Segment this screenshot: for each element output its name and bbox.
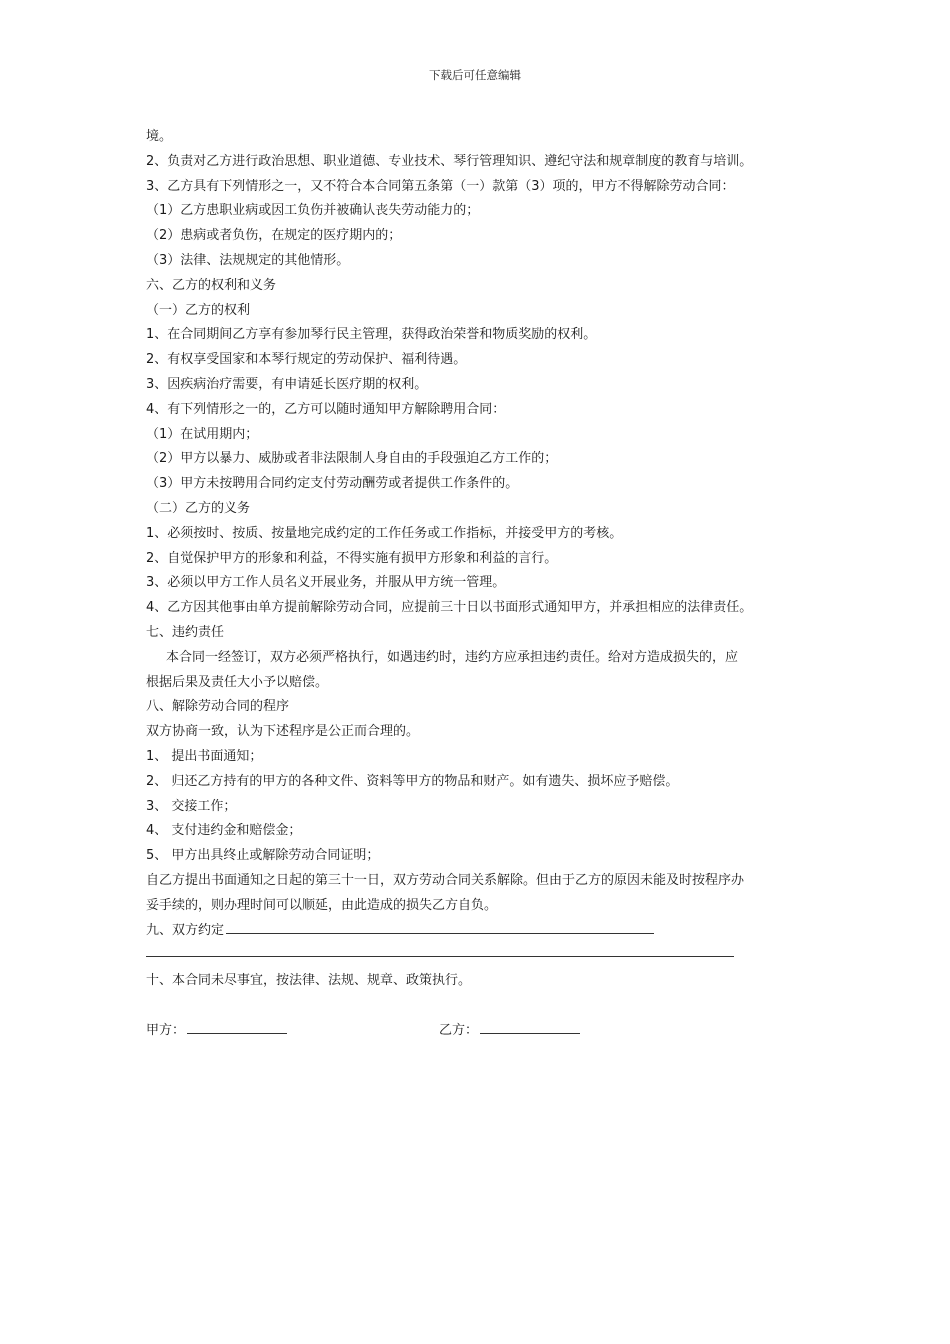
text-line: （2）甲方以暴力、威胁或者非法限制人身自由的手段强迫乙方工作的； [146,451,558,467]
party-a-label: 甲方： [146,1022,186,1038]
section-heading: 八、解除劳动合同的程序 [146,699,290,715]
text-line: （1）在试用期内； [146,426,259,442]
party-b-label: 乙方： [439,1022,479,1038]
subsection-heading: （二）乙方的义务 [146,500,251,516]
text-line: 妥手续的，则办理时间可以顺延，由此造成的损失乙方自负。 [146,897,498,913]
section-heading: 七、违约责任 [146,624,225,640]
section-heading: 十、本合同未尽事宜，按法律、法规、规章、政策执行。 [146,973,472,989]
text-line: （2）患病或者负伤，在规定的医疗期内的； [146,228,402,244]
text-line: 3、因疾病治疗需要，有申请延长医疗期的权利。 [146,376,428,392]
agreement-blank-line[interactable] [226,921,654,934]
text-line: 3、乙方具有下列情形之一，又不符合本合同第五条第（一）款第（3）项的，甲方不得解除劳动合同： [146,178,735,194]
text-line: 2、自觉保护甲方的形象和利益，不得实施有损甲方形象和利益的言行。 [146,550,558,566]
party-a-signature [146,1019,287,1044]
signature-row [146,1019,816,1044]
text-line: 2、有权享受国家和本琴行规定的劳动保护、福利待遇。 [146,352,467,368]
text-line: 5、 甲方出具终止或解除劳动合同证明； [146,848,380,864]
text-line: （3）甲方未按聘用合同约定支付劳动酬劳或者提供工作条件的。 [146,476,519,492]
text-line: 自乙方提出书面通知之日起的第三十一日，双方劳动合同关系解除。但由于乙方的原因未能及时按程序办 [146,872,745,888]
text-line: 4、乙方因其他事由单方提前解除劳动合同，应提前三十日以书面形式通知甲方，并承担相应的法律责任。 [146,600,753,616]
text-line: （1）乙方患职业病或因工负伤并被确认丧失劳动能力的； [146,203,480,219]
penalty-paragraph-line: 根据后果及责任大小予以赔偿。 [146,674,329,690]
text-line: 2、负责对乙方进行政治思想、职业道德、专业技术、琴行管理知识、遵纪守法和规章制度的教育与培训。 [146,153,753,169]
text-line: 4、有下列情形之一的，乙方可以随时通知甲方解除聘用合同： [146,401,506,417]
contract-body [146,125,816,1043]
party-b-signature-line[interactable] [480,1021,580,1034]
text-line: 1、 提出书面通知； [146,748,263,764]
text-line: 2、 归还乙方持有的甲方的各种文件、资料等甲方的物品和财产。如有遗失、损坏应予赔偿。 [146,773,679,789]
text-line: 境。 [146,129,173,144]
page-header: 下载后可任意编辑 [429,68,521,82]
agreement-row [146,919,816,944]
text-line: （3）法律、法规规定的其他情形。 [146,252,350,268]
party-a-signature-line[interactable] [187,1021,287,1034]
text-line: 1、必须按时、按质、按量地完成约定的工作任务或工作指标，并接受甲方的考核。 [146,525,623,541]
text-line: 4、 支付违约金和赔偿金； [146,823,302,839]
text-line: 双方协商一致，认为下述程序是公正而合理的。 [146,724,420,740]
text-line: 3、必须以甲方工作人员名义开展业务，并服从甲方统一管理。 [146,575,506,591]
text-line: 3、 交接工作； [146,798,237,814]
agreement-blank-line-2[interactable] [146,943,734,957]
penalty-paragraph-line: 本合同一经签订，双方必须严格执行，如遇违约时，违约方应承担违约责任。给对方造成损失的，应 [166,649,739,665]
subsection-heading: （一）乙方的权利 [146,302,251,318]
party-b-signature [439,1019,580,1044]
text-line: 1、在合同期间乙方享有参加琴行民主管理，获得政治荣誉和物质奖励的权利。 [146,327,597,343]
section-heading: 六、乙方的权利和义务 [146,277,277,293]
agreement-label: 九、双方约定 [146,922,225,938]
